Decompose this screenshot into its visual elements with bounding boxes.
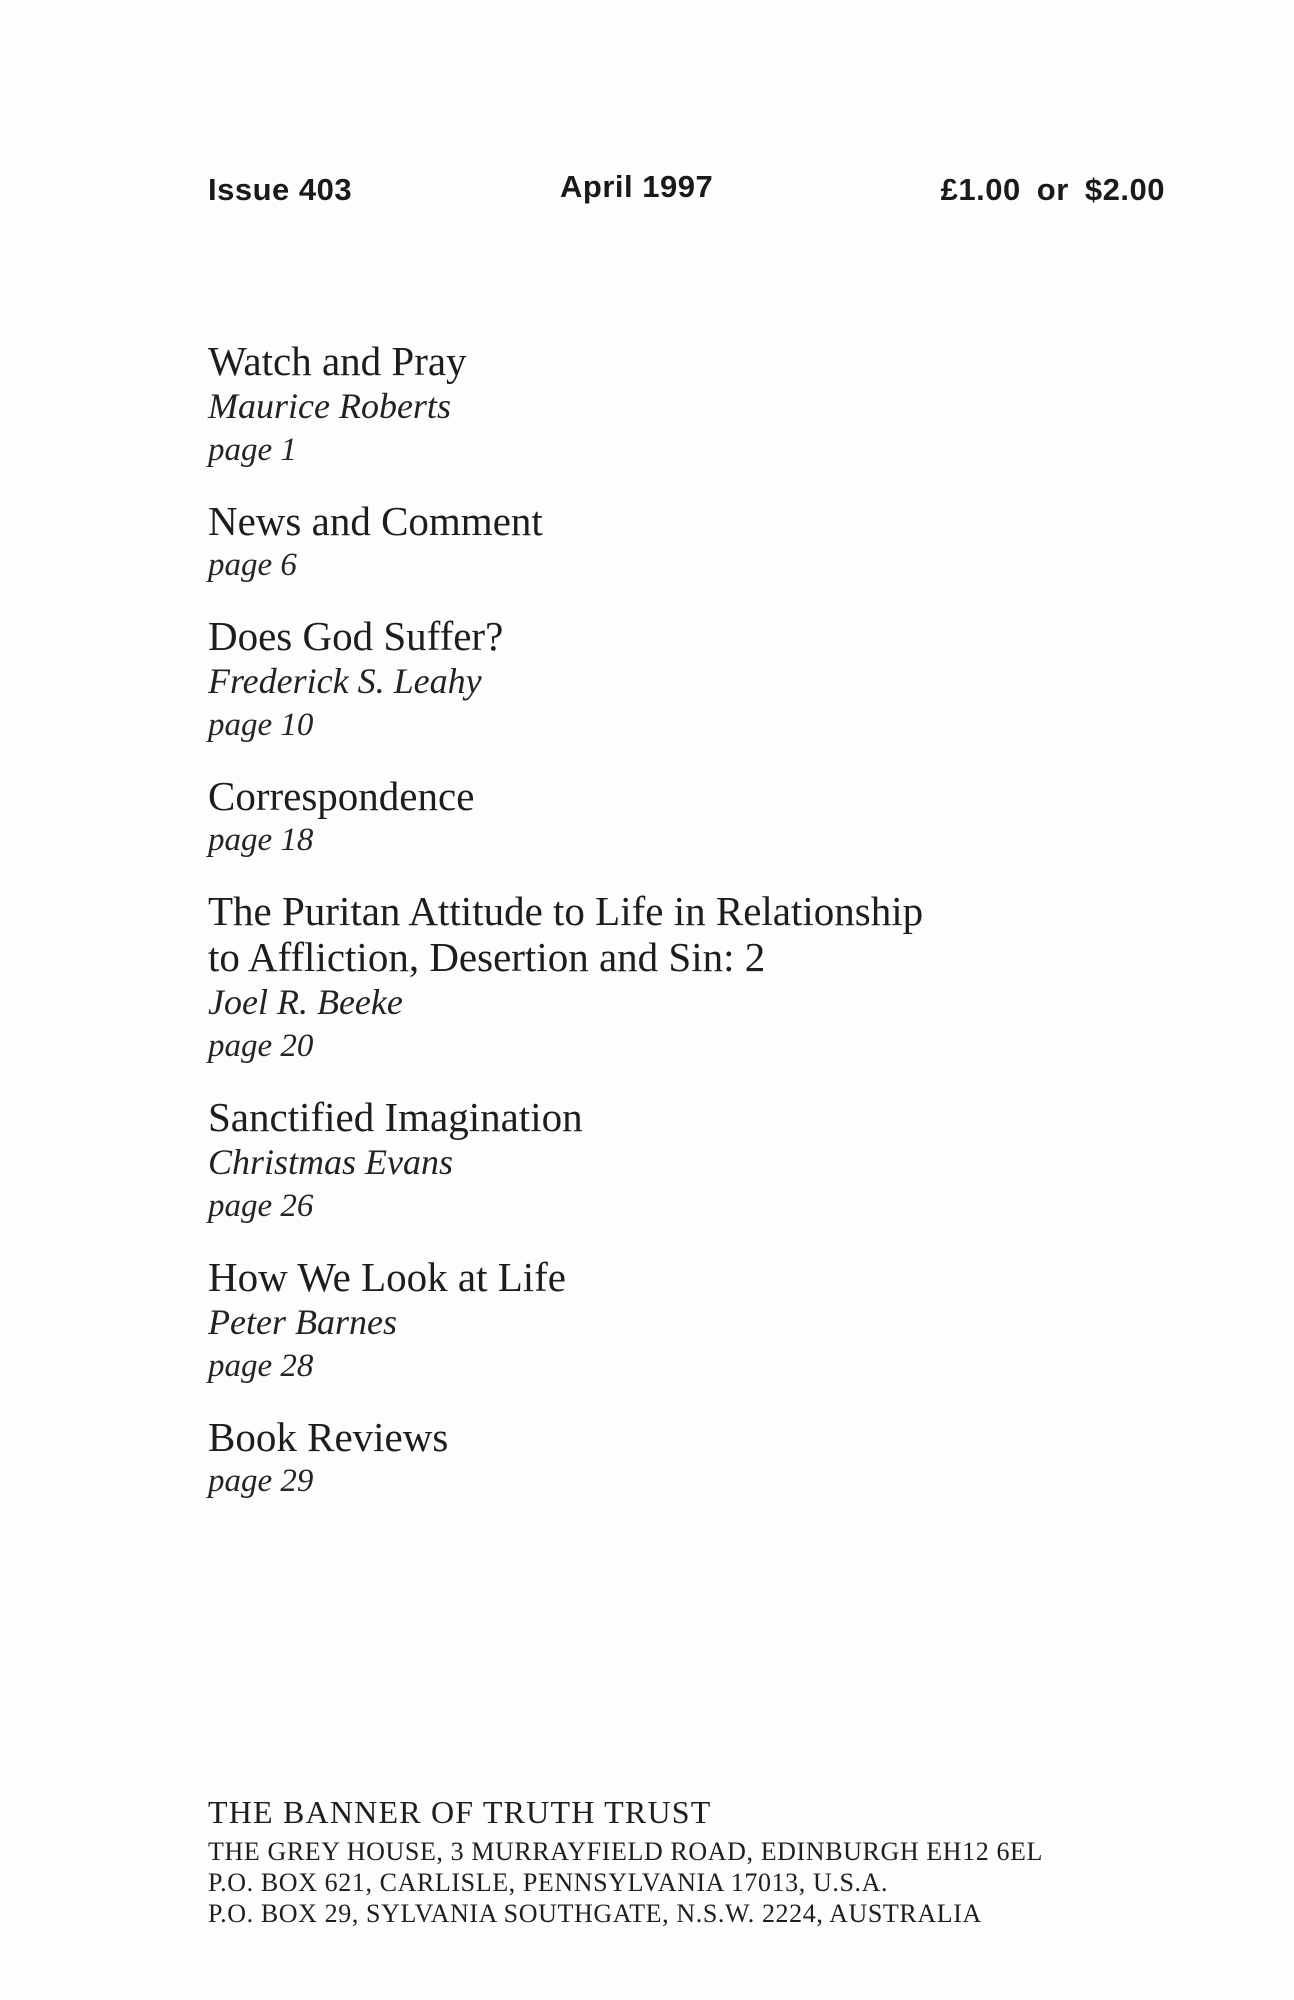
entry-author: Peter Barnes <box>208 1302 397 1342</box>
address-line-usa: P.O. BOX 621, CARLISLE, PENNSYLVANIA 17013, U.S.A. <box>208 1868 889 1897</box>
entry-title: Sanctified Imagination <box>208 1094 583 1140</box>
entry-author: Maurice Roberts <box>208 386 451 426</box>
publisher-footer <box>208 1792 1208 1929</box>
address-line-edinburgh: THE GREY HOUSE, 3 MURRAYFIELD ROAD, EDINBURGH EH12 6EL <box>208 1837 1044 1866</box>
entry-page-number: page 20 <box>208 1028 314 1064</box>
toc-entry <box>208 338 1168 472</box>
entry-author: Joel R. Beeke <box>208 982 403 1022</box>
address-line-australia: P.O. BOX 29, SYLVANIA SOUTHGATE, N.S.W. 2224, AUSTRALIA <box>208 1899 982 1928</box>
entry-title: How We Look at Life <box>208 1254 567 1300</box>
entry-author: Frederick S. Leahy <box>208 661 482 701</box>
toc-entry <box>208 888 1168 1068</box>
toc-entry <box>208 498 1168 587</box>
entry-page-number: page 29 <box>208 1463 314 1499</box>
entry-page-number: page 26 <box>208 1188 314 1224</box>
entry-page-number: page 6 <box>208 547 297 583</box>
toc-entry <box>208 1414 1168 1503</box>
issue-number-label: Issue 403 <box>208 172 353 207</box>
entry-title: The Puritan Attitude to Life in Relationship <box>208 888 924 934</box>
entry-title: Watch and Pray <box>208 338 467 384</box>
entry-title: Correspondence <box>208 773 475 819</box>
entry-title: Does God Suffer? <box>208 613 504 659</box>
toc-entry <box>208 773 1168 862</box>
issue-price-label: £1.00 or $2.00 <box>940 172 1165 207</box>
entry-title: Book Reviews <box>208 1414 449 1460</box>
issue-date-label: April 1997 <box>560 169 714 204</box>
entry-page-number: page 28 <box>208 1348 314 1384</box>
table-of-contents <box>208 338 1168 1529</box>
entry-page-number: page 18 <box>208 822 314 858</box>
toc-entry <box>208 613 1168 747</box>
entry-page-number: page 1 <box>208 432 297 468</box>
publisher-name: THE BANNER OF TRUTH TRUST <box>208 1794 712 1830</box>
entry-title: News and Comment <box>208 498 543 544</box>
entry-title: to Affliction, Desertion and Sin: 2 <box>208 934 766 980</box>
entry-page-number: page 10 <box>208 707 314 743</box>
entry-author: Christmas Evans <box>208 1142 454 1182</box>
toc-entry <box>208 1254 1168 1388</box>
toc-entry <box>208 1094 1168 1228</box>
